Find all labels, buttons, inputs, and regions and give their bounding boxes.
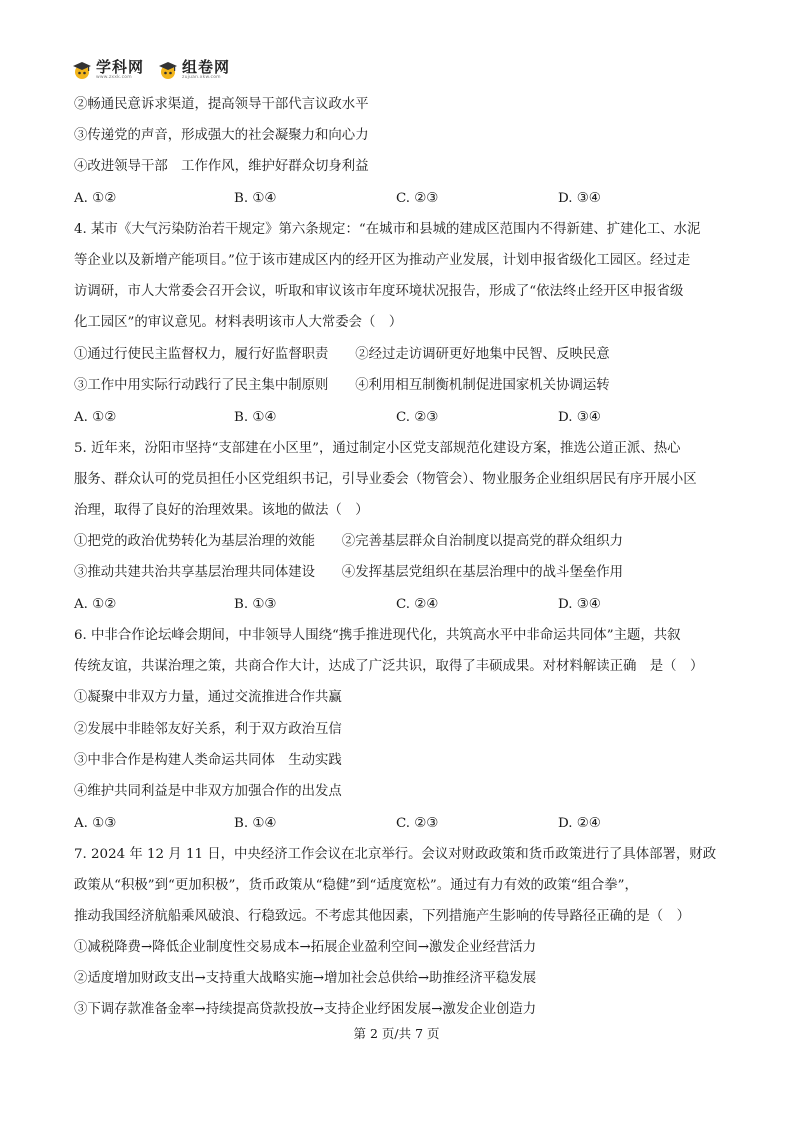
q4-option-d[interactable]: D. ③④	[558, 410, 601, 425]
q5-option-b[interactable]: B. ①③	[234, 597, 277, 612]
q4-option-b[interactable]: B. ①④	[234, 410, 277, 425]
q6-option-a[interactable]: A. ①③	[74, 816, 117, 831]
q5-stem-line-2: 服务、群众认可的党员担任小区党组织书记，引导业委会（物管会）、物业服务企业组织居民有序开展小区	[74, 472, 697, 487]
zujuan-logo[interactable]	[158, 60, 230, 81]
q3-item-2: ②畅通民意诉求渠道，提高领导干部代言议政水平	[74, 97, 369, 112]
q7-item-1: ①减税降费→降低企业制度性交易成本→拓展企业盈利空间→激发企业经营活力	[74, 940, 537, 955]
q4-option-a[interactable]: A. ①②	[74, 410, 117, 425]
q7-item-3: ③下调存款准备金率→持续提高贷款投放→支持企业纾困发展→激发企业创造力	[74, 1002, 537, 1017]
q7-stem-line-3: 推动我国经济航船乘风破浪、行稳致远。不考虑其他因素，下列措施产生影响的传导路径正确的是（ ）	[74, 909, 690, 924]
q6-item-4: ④维护共同利益是中非双方加强合作的出发点	[74, 784, 342, 799]
header-logos	[72, 60, 230, 86]
q6-option-d[interactable]: D. ②④	[558, 816, 601, 831]
page-number: 第 2 页/共 7 页	[353, 1026, 440, 1041]
q4-items-1-2: ①通过行使民主监督权力，履行好监督职责 ②经过走访调研更好地集中民智、反映民意	[74, 347, 610, 362]
q5-items-3-4: ③推动共建共治共享基层治理共同体建设 ④发挥基层党组织在基层治理中的战斗堡垒作用	[74, 565, 624, 580]
q5-option-d[interactable]: D. ③④	[558, 597, 601, 612]
q4-stem-line-2: 等企业以及新增产能项目。”位于该市建成区内的经开区为推动产业发展，计划申报省级化工园区。经过走	[74, 253, 691, 268]
q4-option-c[interactable]: C. ②③	[396, 410, 439, 425]
q5-option-c[interactable]: C. ②④	[396, 597, 439, 612]
zujuan-logo-url: zujuan.xkw.com	[182, 75, 221, 80]
q6-options	[74, 815, 634, 833]
zxxk-logo-name: 学科网	[96, 58, 145, 76]
q5-options	[74, 596, 634, 614]
q3-option-b[interactable]: B. ①④	[234, 191, 277, 206]
q3-options	[74, 190, 634, 208]
q5-stem-line-1: 5. 近年来，汾阳市坚持“支部建在小区里”，通过制定小区党支部规范化建设方案，推选公道正派、热心	[74, 441, 681, 456]
q7-stem-line-1: 7. 2024 年 12 月 11 日，中央经济工作会议在北京举行。会议对财政政策和货币政策进行了具体部署，财政	[74, 847, 717, 862]
graduation-cap-icon	[72, 60, 92, 80]
q6-item-2: ②发展中非睦邻友好关系，利于双方政治互信	[74, 722, 342, 737]
q6-item-1: ①凝聚中非双方力量，通过交流推进合作共赢	[74, 690, 342, 705]
zujuan-logo-name: 组卷网	[182, 58, 231, 76]
q4-items-3-4: ③工作中用实际行动践行了民主集中制原则 ④利用相互制衡机制促进国家机关协调运转	[74, 378, 610, 393]
q4-stem-line-4: 化工园区”的审议意见。材料表明该市人大常委会（ ）	[74, 315, 403, 330]
q3-option-d[interactable]: D. ③④	[558, 191, 601, 206]
q6-item-3: ③中非合作是构建人类命运共同体 生动实践	[74, 753, 342, 768]
q4-options	[74, 409, 634, 427]
q3-option-a[interactable]: A. ①②	[74, 191, 117, 206]
q6-stem-line-2: 传统友谊，共谋治理之策，共商合作大计，达成了广泛共识，取得了丰硕成果。对材料解读正确 是（ ）	[74, 659, 704, 674]
q4-stem-line-3: 访调研，市人大常委会召开会议，听取和审议该市年度环境状况报告，形成了“依法终止经开区申报省级	[74, 284, 684, 299]
q5-items-1-2: ①把党的政治优势转化为基层治理的效能 ②完善基层群众自治制度以提高党的群众组织力	[74, 534, 624, 549]
q3-item-4: ④改进领导干部 工作作风，维护好群众切身利益	[74, 159, 369, 174]
q7-stem-line-2: 政策从“积极”到“更加积极”，货币政策从“稳健”到“适度宽松”。通过有力有效的政策“组合拳”，	[74, 878, 638, 893]
q3-item-3: ③传递党的声音，形成强大的社会凝聚力和向心力	[74, 128, 369, 143]
graduation-cap-icon	[158, 60, 178, 80]
q7-item-2: ②适度增加财政支出→支持重大战略实施→增加社会总供给→助推经济平稳发展	[74, 971, 537, 986]
q3-option-c[interactable]: C. ②③	[396, 191, 439, 206]
q6-option-b[interactable]: B. ①④	[234, 816, 277, 831]
q5-stem-line-3: 治理，取得了良好的治理效果。该地的做法（ ）	[74, 503, 369, 518]
q4-stem-line-1: 4. 某市《大气污染防治若干规定》第六条规定：“在城市和县城的建成区范围内不得新建、扩建化工、水泥	[74, 222, 701, 237]
q6-stem-line-1: 6. 中非合作论坛峰会期间，中非领导人围绕“携手推进现代化，共筑高水平中非命运共同体”主题，共叙	[74, 628, 681, 643]
zxxk-logo[interactable]	[72, 60, 144, 81]
q5-option-a[interactable]: A. ①②	[74, 597, 117, 612]
zxxk-logo-url: www.zxxk.com	[96, 75, 132, 80]
q6-option-c[interactable]: C. ②③	[396, 816, 439, 831]
